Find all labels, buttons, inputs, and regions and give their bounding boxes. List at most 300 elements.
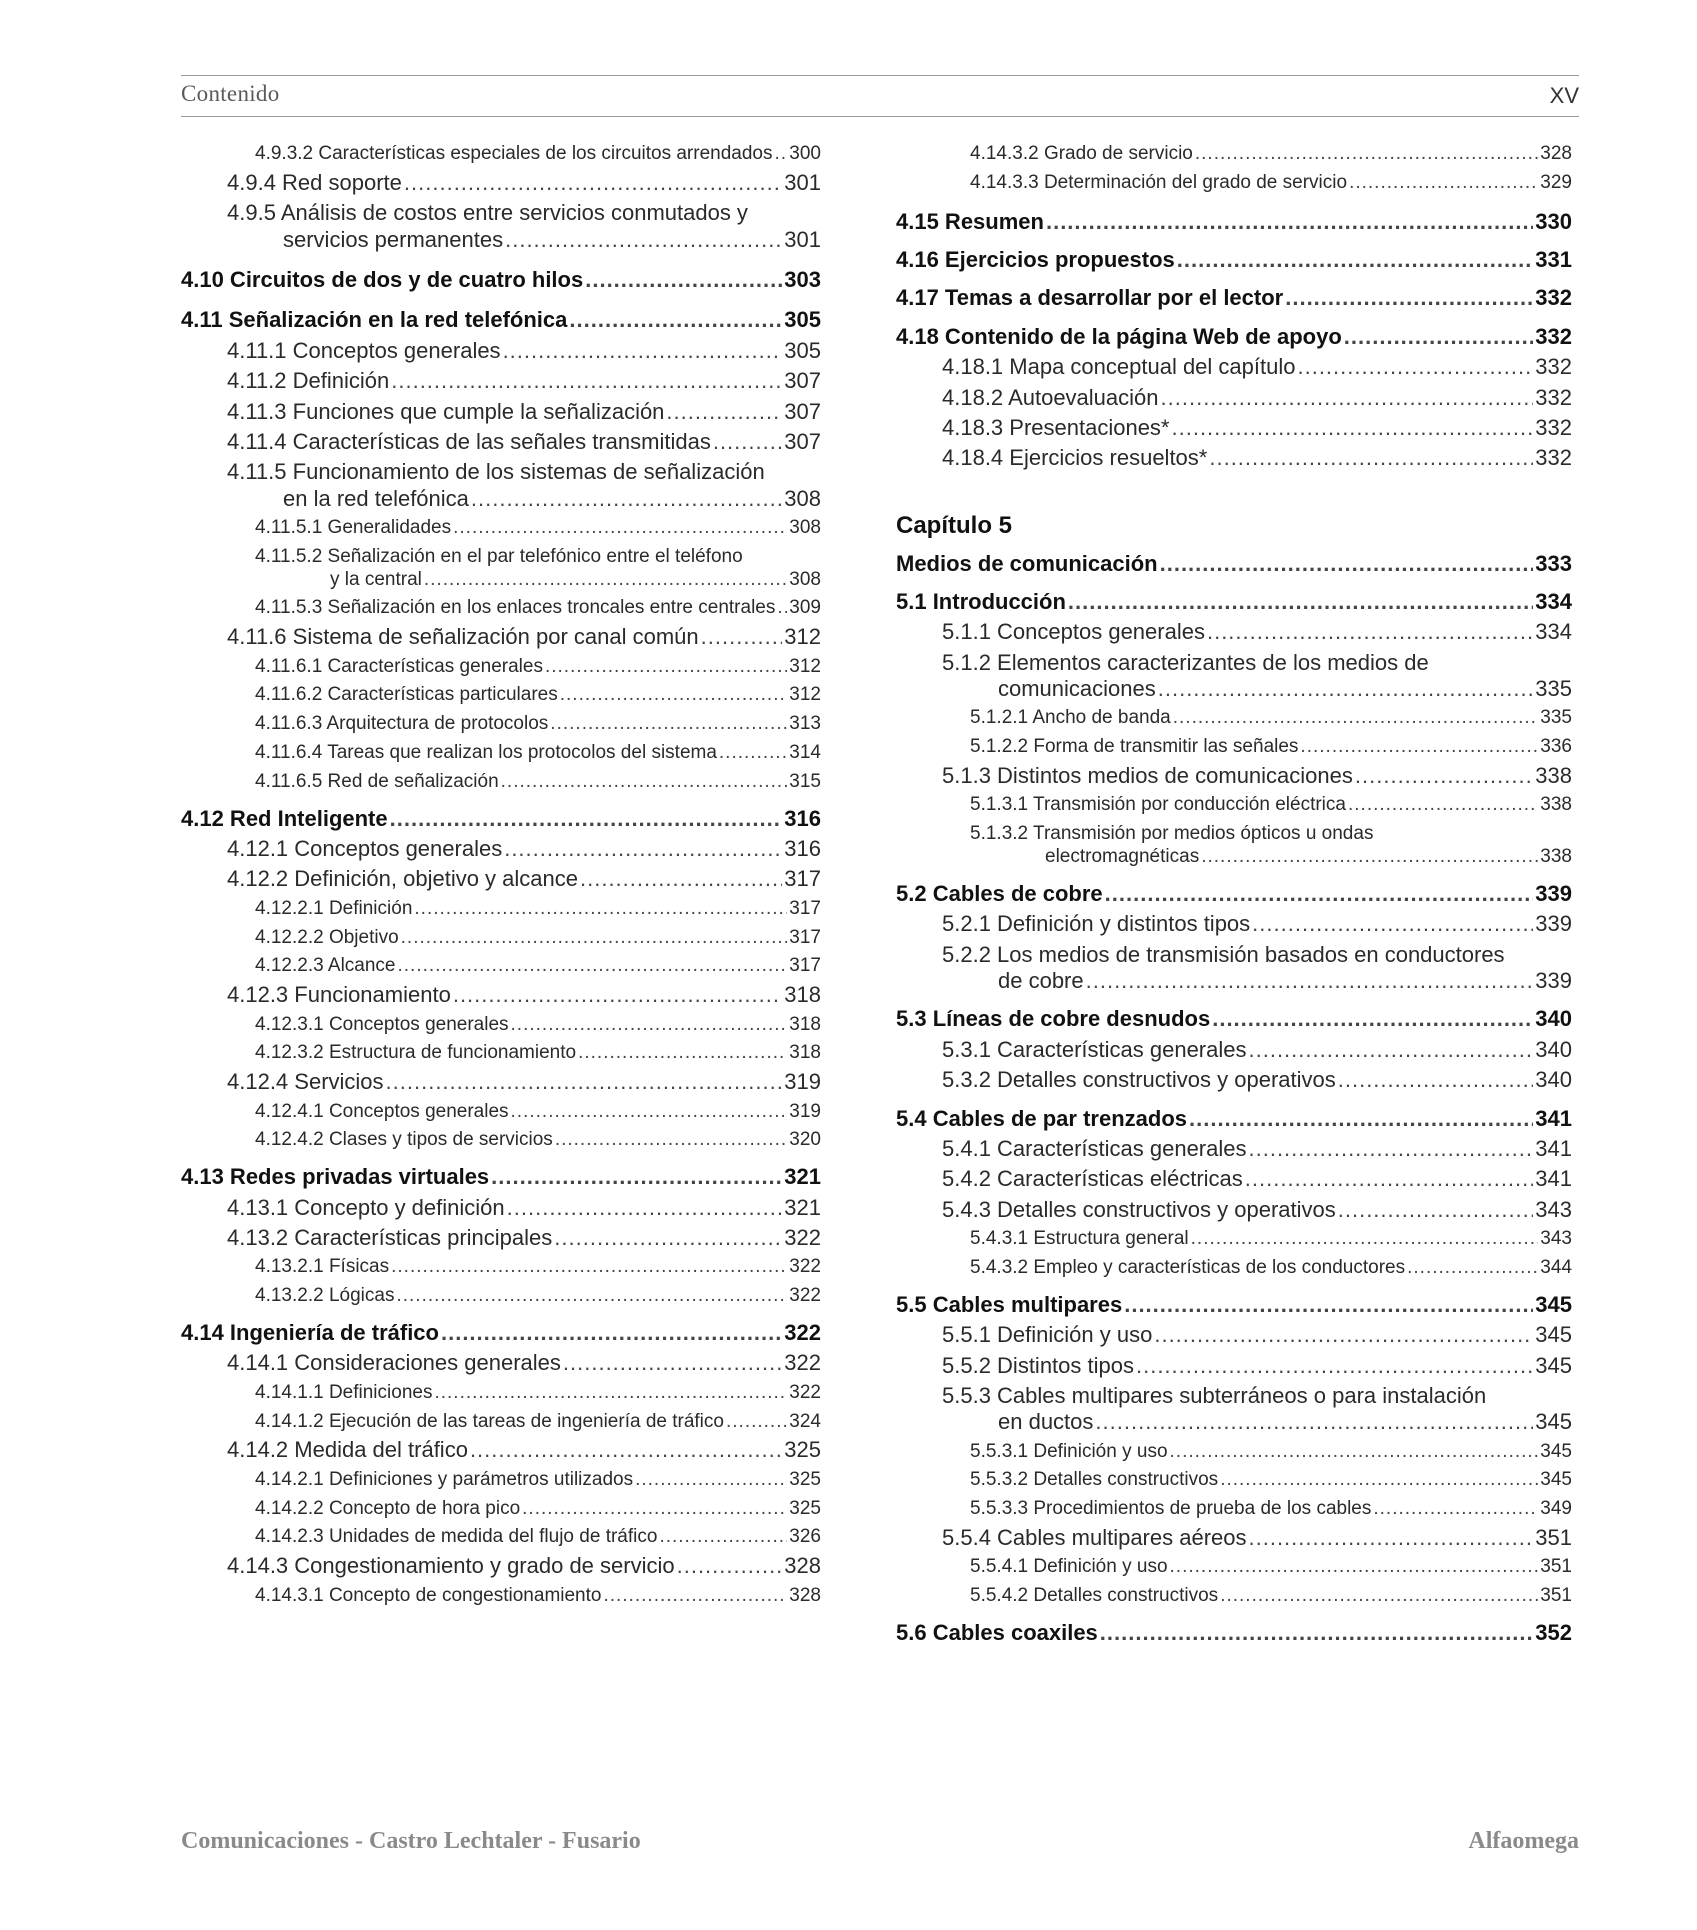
toc-entry <box>181 597 821 620</box>
dot-leader <box>1124 1292 1533 1318</box>
toc-entry-row <box>227 170 821 196</box>
toc-entry-title: 4.18 Contenido de la página Web de apoyo <box>896 323 1342 349</box>
toc-entry-row <box>896 551 1572 577</box>
dot-leader <box>563 1350 782 1376</box>
toc-entry-title: 4.9.4 Red soporte <box>227 169 402 195</box>
dot-leader <box>396 1285 787 1308</box>
toc-entry-title: 4.14.3.2 Grado de servicio <box>970 143 1193 164</box>
toc-entry <box>896 415 1572 441</box>
toc-entry-row <box>255 1042 821 1065</box>
toc-entry-title: 5.5.1 Definición y uso <box>942 1322 1153 1348</box>
toc-page-number: 322 <box>789 1381 821 1403</box>
dot-leader <box>569 307 782 333</box>
toc-entry-row <box>255 569 821 592</box>
dot-leader <box>404 170 782 196</box>
toc-entry-row <box>227 1069 821 1095</box>
toc-right-column <box>896 143 1572 1646</box>
toc-page-number: 318 <box>789 1013 821 1035</box>
dot-leader <box>1173 707 1539 730</box>
toc-page-number: 307 <box>784 428 821 454</box>
toc-entry-title: 4.14.2.3 Unidades de medida del flujo de tráfico <box>255 1526 658 1548</box>
toc-entry-row <box>970 1469 1572 1492</box>
dot-leader <box>1249 1525 1534 1551</box>
toc-entry-row <box>255 1526 821 1549</box>
toc-entry-title: 4.18.1 Mapa conceptual del capítulo <box>942 354 1296 380</box>
toc-entry-title: 4.11.4 Características de las señales transmitidas <box>227 428 711 454</box>
toc-page-number: 351 <box>1535 1525 1572 1551</box>
toc-entry-title: 5.4.3.1 Estructura general <box>970 1228 1189 1250</box>
dot-leader <box>1191 1228 1539 1251</box>
toc-entry-row <box>942 1197 1572 1223</box>
toc-entry-title: 4.11.6 Sistema de señalización por canal común <box>227 624 699 650</box>
toc-entry-row <box>970 143 1572 166</box>
dot-leader <box>1189 1106 1533 1132</box>
dot-leader <box>659 1526 787 1549</box>
toc-entry-title: 4.17 Temas a desarrollar por el lector <box>896 285 1284 311</box>
toc-page-number: 345 <box>1540 1469 1572 1491</box>
dot-leader <box>1201 846 1538 869</box>
toc-entry <box>181 1350 821 1376</box>
toc-page-number: 345 <box>1535 1409 1572 1435</box>
toc-entry-row <box>255 1285 821 1308</box>
toc-page-number: 308 <box>789 517 821 539</box>
toc-entry <box>896 619 1572 645</box>
toc-entry-row <box>896 209 1572 235</box>
toc-entry-title: 5.2.1 Definición y distintos tipos <box>942 911 1251 937</box>
toc-page-number: 307 <box>784 398 821 424</box>
toc-entry-row <box>970 1585 1572 1608</box>
toc-entry <box>896 911 1572 937</box>
toc-page-number: 343 <box>1540 1228 1572 1250</box>
toc-entry-row <box>896 1006 1572 1032</box>
dot-leader <box>391 1256 787 1279</box>
toc-entry-row <box>227 1437 821 1463</box>
dot-leader <box>635 1469 787 1492</box>
toc-entry-row <box>181 267 821 293</box>
toc-entry <box>896 650 1572 703</box>
toc-entry-title: 5.3.2 Detalles constructivos y operativos <box>942 1067 1336 1093</box>
toc-entry-row <box>227 399 821 425</box>
toc-page-number: 322 <box>789 1285 821 1307</box>
toc-page-number: 300 <box>789 143 821 164</box>
toc-entry <box>896 1257 1572 1280</box>
toc-entry-row <box>942 445 1572 471</box>
dot-leader <box>1209 445 1533 471</box>
toc-entry <box>181 624 821 650</box>
toc-entry <box>181 1411 821 1434</box>
dot-leader <box>1249 1037 1534 1063</box>
toc-entry-row <box>942 763 1572 789</box>
toc-page-number: 307 <box>784 368 821 394</box>
toc-entry <box>181 1129 821 1152</box>
toc-entry <box>181 517 821 540</box>
toc-entry <box>181 1382 821 1405</box>
dot-leader <box>1373 1498 1538 1521</box>
toc-entry <box>896 1620 1572 1646</box>
toc-page-number: 345 <box>1535 1291 1572 1317</box>
toc-entry-row <box>255 771 821 794</box>
toc-entry <box>181 955 821 978</box>
dot-leader <box>1086 968 1534 994</box>
page-header <box>181 75 1579 117</box>
toc-entry-title: 4.12.3.2 Estructura de funcionamiento <box>255 1042 577 1064</box>
toc-page-number: 322 <box>784 1319 821 1345</box>
toc-page-number: 324 <box>789 1410 821 1432</box>
dot-leader <box>1100 1620 1533 1646</box>
toc-entry <box>896 707 1572 730</box>
toc-entry <box>181 1256 821 1279</box>
running-title: Contenido <box>181 81 280 106</box>
toc-entry <box>896 1556 1572 1579</box>
toc-entry-row <box>227 338 821 364</box>
toc-entry <box>896 1166 1572 1192</box>
toc-entry-title: 4.12.4.2 Clases y tipos de servicios <box>255 1129 553 1151</box>
toc-entry-row <box>181 806 821 832</box>
toc-entry-title-cont: en la red telefónica <box>283 485 469 511</box>
toc-entry-row <box>255 1382 821 1405</box>
toc-page-number: 339 <box>1535 968 1572 994</box>
toc-entry-title: 5.1.3.2 Transmisión por medios ópticos u ondas <box>970 823 1374 845</box>
toc-entry-row <box>227 1225 821 1251</box>
toc-entry <box>181 368 821 394</box>
toc-entry <box>181 200 821 253</box>
toc-entry-title: 4.11.6.1 Características generales <box>255 655 543 677</box>
dot-leader <box>1161 385 1534 411</box>
toc-entry-row <box>227 1195 821 1221</box>
toc-entry-row <box>255 597 821 620</box>
toc-entry-row <box>942 1525 1572 1551</box>
dot-leader <box>1355 763 1533 789</box>
toc-entry-title: 4.12.3.1 Conceptos generales <box>255 1013 509 1035</box>
toc-entry-row <box>227 624 821 650</box>
toc-entry <box>896 445 1572 471</box>
dot-leader <box>550 713 787 736</box>
toc-entry <box>896 1441 1572 1464</box>
toc-entry-row <box>255 1129 821 1152</box>
toc-entry <box>896 881 1572 907</box>
toc-entry-title: 4.18.3 Presentaciones* <box>942 414 1170 440</box>
toc-entry-row <box>970 707 1572 730</box>
toc-entry-title: 4.9.3.2 Características especiales de los circuitos arrendados <box>255 143 773 164</box>
toc-page-number: 308 <box>789 568 821 590</box>
dot-leader <box>578 1042 787 1065</box>
dot-leader <box>1338 1067 1534 1093</box>
toc-entry-title-cont: electromagnéticas <box>1045 846 1200 868</box>
toc-page-number: 333 <box>1535 550 1572 576</box>
toc-page-number: 317 <box>789 897 821 919</box>
toc-entry-title-cont: comunicaciones <box>998 676 1156 702</box>
toc-entry-title: 5.1 Introducción <box>896 588 1066 614</box>
toc-entry <box>896 1197 1572 1223</box>
toc-entry-title: 5.3 Líneas de cobre desnudos <box>896 1006 1211 1032</box>
toc-entry <box>181 656 821 679</box>
toc-page-number: 325 <box>784 1437 821 1463</box>
toc-page-number: 338 <box>1540 846 1572 868</box>
toc-entry-row <box>255 742 821 765</box>
toc-page-number: 339 <box>1535 880 1572 906</box>
toc-entry-title: 4.12.2.2 Objetivo <box>255 926 399 948</box>
toc-page-number: 332 <box>1535 445 1572 471</box>
dot-leader <box>701 624 783 650</box>
toc-entry <box>181 1320 821 1346</box>
toc-entry <box>896 1006 1572 1032</box>
dot-leader <box>713 429 782 455</box>
toc-entry <box>181 338 821 364</box>
toc-page-number: 351 <box>1540 1556 1572 1578</box>
toc-entry-title: 4.11.2 Definición <box>227 368 390 394</box>
toc-page-number: 328 <box>784 1553 821 1579</box>
toc-page-number: 316 <box>784 805 821 831</box>
toc-entry <box>181 1164 821 1190</box>
toc-entry <box>896 763 1572 789</box>
toc-entry <box>181 1553 821 1579</box>
toc-entry <box>896 736 1572 759</box>
toc-entry <box>181 1285 821 1308</box>
toc-entry-row <box>942 1322 1572 1348</box>
toc-page-number: 334 <box>1535 588 1572 614</box>
toc-entry <box>896 247 1572 273</box>
toc-page-number: 334 <box>1535 619 1572 645</box>
footer-publisher: Alfaomega <box>1468 1828 1579 1854</box>
dot-leader <box>560 684 788 707</box>
toc-page-number: 349 <box>1540 1498 1572 1520</box>
toc-entry-row <box>255 143 821 166</box>
toc-entry-row <box>942 911 1572 937</box>
dot-leader <box>522 1498 787 1521</box>
toc-entry <box>896 1292 1572 1318</box>
toc-entry-title: 4.11.6.5 Red de señalización <box>255 770 499 792</box>
dot-leader <box>777 597 787 620</box>
toc-entry <box>181 836 821 862</box>
toc-entry-row <box>896 1620 1572 1646</box>
toc-entry <box>181 267 821 293</box>
toc-entry-row <box>942 385 1572 411</box>
dot-leader <box>666 399 782 425</box>
toc-entry-row <box>255 955 821 978</box>
toc-page-number: 318 <box>784 982 821 1008</box>
toc-page-number: 317 <box>789 955 821 977</box>
toc-entry-title: 4.14 Ingeniería de tráfico <box>181 1319 439 1345</box>
toc-entry-row <box>255 713 821 736</box>
toc-entry-row <box>970 1228 1572 1251</box>
dot-leader <box>1344 324 1534 350</box>
toc-entry-title: 4.13.1 Concepto y definición <box>227 1194 505 1220</box>
toc-page-number: 336 <box>1540 736 1572 758</box>
dot-leader <box>1297 354 1533 380</box>
dot-leader <box>580 866 782 892</box>
toc-entry-title: 4.15 Resumen <box>896 208 1044 234</box>
toc-entry-title: 4.11.5.2 Señalización en el par telefónico entre el teléfono <box>255 545 743 567</box>
toc-entry-title: 4.12.2.3 Alcance <box>255 955 396 977</box>
toc-page-number: 312 <box>784 624 821 650</box>
toc-entry <box>896 1037 1572 1063</box>
toc-entry <box>896 1228 1572 1251</box>
dot-leader <box>603 1585 787 1608</box>
toc-page-number: 335 <box>1535 676 1572 702</box>
toc-entry <box>181 143 821 166</box>
toc-page-number: 339 <box>1535 911 1572 937</box>
toc-entry-title-cont: servicios permanentes <box>283 226 504 252</box>
toc-entry <box>896 823 1572 869</box>
dot-leader <box>719 742 787 765</box>
dot-leader <box>1285 285 1533 311</box>
toc-entry-title: 4.11 Señalización en la red telefónica <box>181 307 568 333</box>
toc-entry-title: 5.4.3.2 Empleo y características de los conductores <box>970 1256 1406 1278</box>
toc-page-number: 325 <box>789 1468 821 1490</box>
footer-book-title: Comunicaciones - Castro Lechtaler - Fusario <box>181 1828 641 1854</box>
toc-entry-title: 4.14.3.3 Determinación del grado de servicio <box>970 171 1348 193</box>
toc-entry-title: 4.9.5 Análisis de costos entre servicios conmutados y <box>227 200 748 226</box>
toc-entry-title: 4.12 Red Inteligente <box>181 805 388 831</box>
toc-entry <box>896 143 1572 166</box>
dot-leader <box>505 227 782 253</box>
toc-page-number: 322 <box>789 1256 821 1278</box>
toc-entry-title-cont: en ductos <box>998 1409 1094 1435</box>
toc-entry-title: 4.11.5.3 Señalización en los enlaces troncales entre centrales <box>255 597 776 619</box>
dot-leader <box>1220 1469 1538 1492</box>
toc-entry <box>896 324 1572 350</box>
dot-leader <box>1154 1322 1533 1348</box>
toc-entry-title: 4.13.2.2 Lógicas <box>255 1285 395 1307</box>
toc-entry <box>181 1042 821 1065</box>
toc-entry-row <box>970 172 1572 195</box>
toc-entry-title: 4.14.3 Congestionamiento y grado de servicio <box>227 1553 675 1579</box>
toc-page-number: 345 <box>1540 1440 1572 1462</box>
toc-entry <box>181 1014 821 1037</box>
toc-page-number: 308 <box>784 485 821 511</box>
toc-entry-title: 4.13.2.1 Físicas <box>255 1256 390 1278</box>
toc-entry <box>181 806 821 832</box>
toc-entry-row <box>227 982 821 1008</box>
toc-entry <box>181 1225 821 1251</box>
toc-page-number: 321 <box>784 1194 821 1220</box>
toc-entry-title: 5.6 Cables coaxiles <box>896 1620 1098 1646</box>
toc-entry <box>181 1437 821 1463</box>
toc-entry-title: 4.14.2.1 Definiciones y parámetros utilizados <box>255 1468 634 1490</box>
toc-entry-title: 4.11.6.2 Características particulares <box>255 684 558 706</box>
dot-leader <box>1177 247 1534 273</box>
dot-leader <box>471 486 782 512</box>
toc-entry-title: 4.14.1.2 Ejecución de las tareas de ingeniería de tráfico <box>255 1410 724 1432</box>
toc-page-number: 305 <box>784 337 821 363</box>
toc-entry-row <box>896 589 1572 615</box>
toc-entry-row <box>255 1101 821 1124</box>
dot-leader <box>1136 1353 1533 1379</box>
toc-entry-row <box>227 1350 821 1376</box>
toc-entry-title: 5.5.3.2 Detalles constructivos <box>970 1469 1219 1491</box>
dot-leader <box>507 1195 783 1221</box>
toc-entry-row <box>255 656 821 679</box>
toc-entry <box>181 429 821 455</box>
dot-leader <box>726 1411 787 1434</box>
toc-entry <box>896 1353 1572 1379</box>
toc-entry-title: 4.12.1 Conceptos generales <box>227 836 503 862</box>
toc-entry <box>181 546 821 592</box>
toc-entry-title: 5.5.2 Distintos tipos <box>942 1352 1134 1378</box>
toc-entry-row <box>255 1256 821 1279</box>
toc-entry-row <box>942 1353 1572 1379</box>
toc-entry <box>181 713 821 736</box>
toc-page-number: 332 <box>1535 354 1572 380</box>
toc-entry <box>896 1469 1572 1492</box>
toc-entry <box>181 898 821 921</box>
toc-page-number: 316 <box>784 836 821 862</box>
toc-entry-title: 5.5.4 Cables multipares aéreos <box>942 1525 1247 1551</box>
toc-entry <box>896 1322 1572 1348</box>
toc-entry-title-cont: y la central <box>330 568 422 590</box>
toc-page-number: 344 <box>1540 1256 1572 1278</box>
toc-entry-title: 5.5.3.1 Definición y uso <box>970 1440 1168 1462</box>
toc-entry-row <box>896 324 1572 350</box>
toc-entry-title: Medios de comunicación <box>896 550 1158 576</box>
toc-page-number: 345 <box>1535 1322 1572 1348</box>
toc-page-number: 313 <box>789 713 821 735</box>
toc-page-number: 326 <box>789 1526 821 1548</box>
toc-page-number: 319 <box>784 1069 821 1095</box>
dot-leader <box>470 1437 782 1463</box>
toc-entry-title: 4.14.2.2 Concepto de hora pico <box>255 1497 521 1519</box>
toc-entry <box>896 1106 1572 1132</box>
toc-entry-row <box>970 794 1572 817</box>
dot-leader <box>677 1553 783 1579</box>
toc-entry-title: 5.5.4.2 Detalles constructivos <box>970 1585 1219 1607</box>
toc-page-number: 303 <box>784 266 821 292</box>
toc-entry-title-cont: de cobre <box>998 968 1084 994</box>
toc-page-number: 301 <box>784 169 821 195</box>
page-number: XV <box>1549 83 1579 108</box>
dot-leader <box>434 1382 787 1405</box>
toc-entry-title: 4.12.4 Servicios <box>227 1069 384 1095</box>
toc-entry-row <box>227 486 821 512</box>
toc-entry <box>896 1498 1572 1521</box>
chapter-heading: Capítulo 5 <box>896 511 1013 539</box>
toc-entry-row <box>970 1498 1572 1521</box>
dot-leader <box>414 898 787 921</box>
toc-entry-title: 5.2.2 Los medios de transmisión basados en conductores <box>942 941 1505 967</box>
toc-left-column <box>181 143 821 1607</box>
toc-entry-title: 5.1.2.2 Forma de transmitir las señales <box>970 736 1299 758</box>
toc-page-number: 309 <box>789 597 821 619</box>
toc-entry <box>896 794 1572 817</box>
dot-leader <box>1195 143 1538 166</box>
toc-entry-title: 4.18.4 Ejercicios resueltos* <box>942 445 1208 471</box>
toc-entry <box>896 551 1572 577</box>
toc-entry <box>181 1498 821 1521</box>
toc-entry <box>896 589 1572 615</box>
toc-entry <box>896 1525 1572 1551</box>
toc-entry-row <box>942 676 1572 702</box>
toc-page-number: 341 <box>1535 1135 1572 1161</box>
toc-entry-row <box>942 968 1572 994</box>
toc-page-number: 341 <box>1535 1166 1572 1192</box>
dot-leader <box>1349 172 1538 195</box>
toc-entry <box>181 1101 821 1124</box>
dot-leader <box>1068 589 1533 615</box>
toc-entry-row <box>970 1556 1572 1579</box>
toc-entry-title: 4.14.3.1 Concepto de congestionamiento <box>255 1584 602 1606</box>
toc-page-number: 319 <box>789 1100 821 1122</box>
toc-entry-row <box>227 227 821 253</box>
dot-leader <box>1207 619 1533 645</box>
toc-page-number: 312 <box>789 684 821 706</box>
dot-leader <box>1338 1197 1534 1223</box>
dot-leader <box>1300 736 1538 759</box>
dot-leader <box>390 806 783 832</box>
toc-entry-title: 5.5.3.3 Procedimientos de prueba de los cables <box>970 1498 1372 1520</box>
toc-entry-title: 5.4.2 Características eléctricas <box>942 1166 1243 1192</box>
dot-leader <box>504 836 782 862</box>
toc-entry-row <box>255 927 821 950</box>
